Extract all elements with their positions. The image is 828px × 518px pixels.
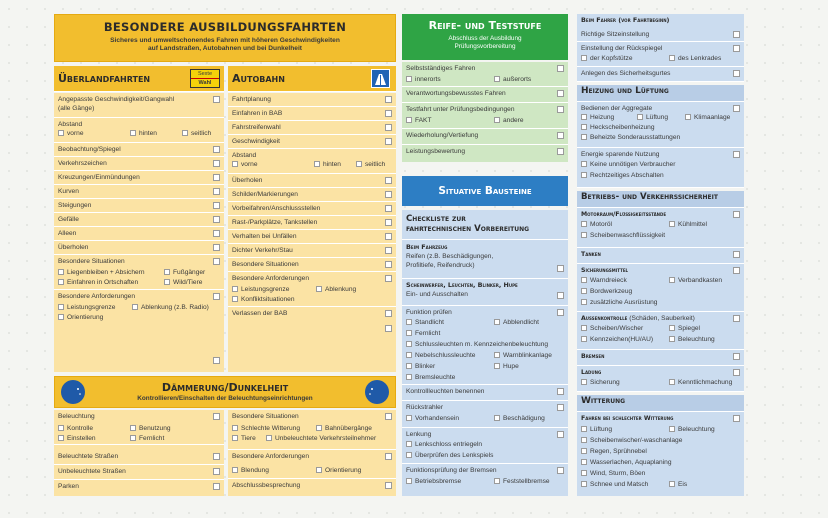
checkbox[interactable]: [385, 191, 392, 198]
checkbox[interactable]: [733, 415, 740, 422]
checkbox[interactable]: [557, 106, 564, 113]
daemmerung-subtitle: Kontrollieren/Einschalten der Beleuchtungseinrichtungen: [137, 395, 313, 402]
list-item[interactable]: Rast-/Parkplätze, Tankstellen: [228, 216, 396, 230]
checkbox[interactable]: [406, 352, 412, 358]
list-item[interactable]: Bedienen der Aggregate Heizung Lüftung Klimaanlage Heckscheibenheizung Beheizte Sonderausstattungen: [577, 102, 744, 148]
checkbox[interactable]: [637, 114, 643, 120]
checkbox[interactable]: [385, 261, 392, 268]
checkbox[interactable]: [213, 202, 220, 209]
checkbox[interactable]: [385, 96, 392, 103]
list-item[interactable]: Motorraum/Flüssigkeitsstände Motoröl Kühlmittel Scheibenwaschflüssigkeit: [577, 208, 744, 248]
list-item[interactable]: Besondere Anforderungen Blendung Orientierung: [228, 450, 396, 479]
list-item[interactable]: Energie sparende Nutzung Keine unnötigen Verbraucher Rechtzeitiges Abschalten: [577, 148, 744, 188]
list-item[interactable]: Lenkung Lenkschloss entriegeln Überprüfen des Lenkspiels: [402, 428, 568, 464]
checkbox[interactable]: [581, 134, 587, 140]
checkbox[interactable]: [213, 258, 220, 265]
checkbox[interactable]: [733, 353, 740, 360]
list-item[interactable]: Einfahren in BAB: [228, 107, 396, 121]
checkbox[interactable]: [557, 90, 564, 97]
list-item[interactable]: Anlegen des Sicherheitsgurtes: [577, 67, 744, 82]
right-column: [577, 14, 744, 496]
checkbox[interactable]: [494, 363, 500, 369]
list-item[interactable]: Tanken: [577, 248, 744, 264]
checkbox[interactable]: [58, 314, 64, 320]
checkbox[interactable]: [494, 76, 500, 82]
checkbox[interactable]: [581, 124, 587, 130]
checkbox[interactable]: [581, 325, 587, 331]
autobahn-header: [228, 66, 396, 92]
checkbox[interactable]: [316, 425, 322, 431]
checkbox[interactable]: [581, 161, 587, 167]
list-item[interactable]: Gefälle: [54, 213, 224, 227]
checkbox[interactable]: [581, 288, 587, 294]
reife-header: [402, 14, 568, 60]
checkbox[interactable]: [733, 45, 740, 52]
list-item[interactable]: Beim Fahrzeug Reifen (z.B. Beschädigungen, Profiltiefe, Reifendruck): [402, 241, 568, 279]
main-subtitle-2: auf Landstraßen, Autobahnen und bei Dunkelheit: [148, 45, 302, 52]
checkbox[interactable]: [164, 269, 170, 275]
section-header: Heizung und Lüftung: [577, 82, 744, 102]
list-item[interactable]: Kurven: [54, 185, 224, 199]
checkbox[interactable]: [494, 319, 500, 325]
list-item[interactable]: Verlassen der BAB: [228, 307, 396, 372]
autobahn-title: Autobahn: [232, 72, 285, 85]
list-item[interactable]: Besondere Anforderungen Leistungsgrenze Ablenkung Konfliktsituationen: [228, 272, 396, 307]
checkbox[interactable]: [494, 352, 500, 358]
checkbox[interactable]: [385, 310, 392, 317]
checkbox[interactable]: [733, 251, 740, 258]
list-item[interactable]: Verantwortungsbewusstes Fahren: [402, 87, 568, 103]
list-item[interactable]: Dichter Verkehr/Stau: [228, 244, 396, 258]
checkbox[interactable]: [130, 425, 136, 431]
list-item[interactable]: Geschwindigkeit: [228, 135, 396, 149]
checkbox[interactable]: [581, 470, 587, 476]
list-item[interactable]: Vorbeifahren/Anschlussstellen: [228, 202, 396, 216]
checkbox[interactable]: [581, 221, 587, 227]
checkbox[interactable]: [557, 148, 564, 155]
checkbox[interactable]: [669, 379, 675, 385]
list-item[interactable]: Beobachtung/Spiegel: [54, 143, 224, 157]
checkbox[interactable]: [581, 459, 587, 465]
checkliste-panel: [402, 210, 568, 496]
list-item[interactable]: Einstellung der Rückspiegel der Kopfstütze des Lenkrades: [577, 42, 744, 67]
list-item[interactable]: Alleen: [54, 227, 224, 241]
list-item[interactable]: Testfahrt unter Prüfungsbedingungen FAKT andere: [402, 103, 568, 129]
checkbox[interactable]: [213, 483, 220, 490]
checkbox[interactable]: [232, 296, 238, 302]
checkbox[interactable]: [266, 435, 272, 441]
checkbox[interactable]: [581, 437, 587, 443]
checkbox[interactable]: [406, 341, 412, 347]
checkbox[interactable]: [581, 448, 587, 454]
checkbox[interactable]: [581, 379, 587, 385]
checkbox[interactable]: [385, 205, 392, 212]
checkbox[interactable]: [557, 309, 564, 316]
situativ-header: [402, 176, 568, 206]
checkbox[interactable]: [132, 304, 138, 310]
checkbox[interactable]: [213, 160, 220, 167]
checkbox[interactable]: [232, 467, 238, 473]
section-header: Witterung: [577, 392, 744, 412]
list-item[interactable]: Funktion prüfen Standlicht Abblendlicht Fernlicht Schlussleuchten m. Kennzeichenbeleuchtung Nebelschlussleuchte Warnblinkanlage Blinker Hupe Bremsleuchte: [402, 306, 568, 385]
section-header: Betriebs- und Verkehrssicherheit: [577, 188, 744, 208]
checkbox[interactable]: [733, 267, 740, 274]
ueberland-list: [54, 93, 224, 372]
checkbox[interactable]: [213, 188, 220, 195]
list-item[interactable]: Besondere Situationen: [228, 258, 396, 272]
checkbox[interactable]: [213, 413, 220, 420]
daemmerung-left: [54, 410, 224, 496]
town-sign-icon: [190, 69, 220, 88]
checkbox[interactable]: [213, 293, 220, 300]
checkbox[interactable]: [733, 151, 740, 158]
checkbox[interactable]: [406, 319, 412, 325]
autobahn-list: [228, 93, 396, 372]
checkbox[interactable]: [385, 482, 392, 489]
checkbox[interactable]: [356, 161, 362, 167]
list-item[interactable]: Rückstrahler Vorhandensein Beschädigung: [402, 401, 568, 428]
checkbox[interactable]: [385, 124, 392, 131]
autobahn-panel: [228, 66, 396, 372]
checkbox[interactable]: [733, 70, 740, 77]
checkbox[interactable]: [385, 413, 392, 420]
checkbox[interactable]: [733, 211, 740, 218]
checkbox[interactable]: [213, 216, 220, 223]
list-item[interactable]: Funktionsprüfung der Bremsen Betriebsbremse Feststellbremse: [402, 464, 568, 496]
checkbox[interactable]: [406, 76, 412, 82]
list-item[interactable]: Beleuchtung Kontrolle Benutzung Einstellen Fernlicht: [54, 410, 224, 445]
list-item[interactable]: Außenkontrolle (Schäden, Sauberkeit) Scheiben/Wischer Spiegel Kennzeichen(HU/AU) Beleuchtung: [577, 312, 744, 350]
reife-title: Reife- und Teststufe: [428, 19, 542, 32]
checkbox[interactable]: [581, 232, 587, 238]
list-item[interactable]: Leistungsbewertung: [402, 145, 568, 162]
moon-icon: [365, 380, 389, 404]
checkbox[interactable]: [581, 55, 587, 61]
checkbox[interactable]: [557, 467, 564, 474]
checkbox[interactable]: [557, 265, 564, 272]
checkbox[interactable]: [494, 478, 500, 484]
checkbox[interactable]: [406, 363, 412, 369]
list-item[interactable]: Ladung Sicherung Kenntlichmachung: [577, 366, 744, 392]
checkbox[interactable]: [733, 369, 740, 376]
checkbox[interactable]: [557, 404, 564, 411]
checkbox[interactable]: [213, 468, 220, 475]
checkbox[interactable]: [669, 336, 675, 342]
situativ-title: Situative Bausteine: [438, 185, 532, 197]
checkbox[interactable]: [58, 435, 64, 441]
list-item[interactable]: Abstand vorne hinten seitlich: [228, 149, 396, 174]
checkbox[interactable]: [406, 374, 412, 380]
checkbox[interactable]: [581, 299, 587, 305]
checkliste-header: [402, 210, 568, 240]
list-item[interactable]: Besondere Situationen Liegenbleiben + Absichern Fußgänger Einfahren in Ortschaften Wild/Tiere: [54, 255, 224, 290]
checkbox[interactable]: [581, 336, 587, 342]
list-item[interactable]: Richtige Sitzeinstellung: [577, 28, 744, 42]
checkbox[interactable]: [316, 467, 322, 473]
main-header: [54, 14, 396, 62]
checkbox[interactable]: [557, 388, 564, 395]
checkbox[interactable]: [385, 453, 392, 460]
reife-subtitle-1: Abschluss der Ausbildung: [448, 35, 522, 42]
checkbox[interactable]: [557, 292, 564, 299]
checkbox[interactable]: [494, 415, 500, 421]
list-item[interactable]: Scheinwerfer, Leuchten, Blinker, Hupe Ein- und Ausschalten: [402, 279, 568, 306]
checkbox[interactable]: [58, 130, 64, 136]
ueberland-header: [54, 66, 224, 92]
checkbox[interactable]: [581, 481, 587, 487]
checkbox[interactable]: [385, 219, 392, 226]
list-item[interactable]: Besondere Situationen Schlechte Witterung Bahnübergänge Tiere Unbeleuchtete Verkehrsteilnehmer: [228, 410, 396, 450]
checkbox[interactable]: [58, 304, 64, 310]
daemmerung-title: Dämmerung/Dunkelheit: [161, 381, 289, 394]
checkbox[interactable]: [669, 426, 675, 432]
checkbox[interactable]: [494, 117, 500, 123]
checkbox[interactable]: [213, 244, 220, 251]
sign-top-text: Sexte: [197, 71, 213, 77]
checkbox[interactable]: [669, 221, 675, 227]
checkbox[interactable]: [733, 315, 740, 322]
list-item[interactable]: Abstand vorne hinten seitlich: [54, 118, 224, 143]
list-item[interactable]: Überholen: [228, 174, 396, 188]
list-item[interactable]: Unbeleuchtete Straßen: [54, 465, 224, 480]
list-item[interactable]: Bremsen: [577, 350, 744, 366]
checkbox[interactable]: [733, 105, 740, 112]
checkbox[interactable]: [385, 138, 392, 145]
checkbox[interactable]: [213, 146, 220, 153]
checkbox[interactable]: [669, 325, 675, 331]
list-item[interactable]: Wiederholung/Vertiefung: [402, 129, 568, 145]
checkbox[interactable]: [213, 230, 220, 237]
highway-icon: [371, 69, 390, 88]
checkbox[interactable]: [385, 110, 392, 117]
checkbox[interactable]: [385, 177, 392, 184]
checkbox[interactable]: [685, 114, 691, 120]
list-item[interactable]: Verkehrszeichen: [54, 157, 224, 171]
checkbox[interactable]: [406, 452, 412, 458]
checkbox[interactable]: [213, 174, 220, 181]
list-item[interactable]: Beleuchtete Straßen: [54, 450, 224, 465]
list-item[interactable]: Besondere Anforderungen Leistungsgrenze Ablenkung (z.B. Radio) Orientierung: [54, 290, 224, 372]
checkbox[interactable]: [581, 426, 587, 432]
checkbox[interactable]: [581, 114, 587, 120]
list-item[interactable]: Schilder/Markierungen: [228, 188, 396, 202]
list-item[interactable]: Kreuzungen/Einmündungen: [54, 171, 224, 185]
checkbox[interactable]: [669, 481, 675, 487]
checkbox[interactable]: [385, 275, 392, 282]
ueberland-title: Überlandfahrten: [58, 72, 151, 85]
checkbox[interactable]: [130, 435, 136, 441]
checkbox[interactable]: [406, 330, 412, 336]
checkbox[interactable]: [669, 277, 675, 283]
checkbox[interactable]: [669, 55, 675, 61]
moon-icon: [61, 380, 85, 404]
checkbox[interactable]: [232, 425, 238, 431]
list-item[interactable]: Sicherungsmittel Warndreieck Verbandkasten Bordwerkzeug zusätzliche Ausrüstung: [577, 264, 744, 312]
checkbox[interactable]: [733, 31, 740, 38]
checkbox[interactable]: [385, 325, 392, 332]
list-item[interactable]: Steigungen: [54, 199, 224, 213]
checkbox[interactable]: [385, 233, 392, 240]
daemmerung-header: [54, 376, 396, 408]
checkbox[interactable]: [406, 117, 412, 123]
list-item[interactable]: Selbstständiges Fahren innerorts außerorts: [402, 62, 568, 87]
checkbox[interactable]: [58, 269, 64, 275]
checkbox[interactable]: [557, 431, 564, 438]
ueberland-panel: [54, 66, 224, 372]
checkbox[interactable]: [164, 279, 170, 285]
main-subtitle-1: Sicheres und umweltschonendes Fahren mit höheren Geschwindigkeiten: [110, 37, 340, 44]
checkbox[interactable]: [232, 286, 238, 292]
checkbox[interactable]: [581, 277, 587, 283]
list-item[interactable]: Verhalten bei Unfällen: [228, 230, 396, 244]
main-title: BESONDERE AUSBILDUNGSFAHRTEN: [103, 20, 347, 34]
checkbox[interactable]: [232, 161, 238, 167]
list-item[interactable]: Fahrstreifenwahl: [228, 121, 396, 135]
checkbox[interactable]: [406, 415, 412, 421]
checkbox[interactable]: [232, 435, 238, 441]
list-item[interactable]: Kontrollleuchten benennen: [402, 385, 568, 401]
checkbox[interactable]: [213, 357, 220, 364]
reife-subtitle-2: Prüfungsvorbereitung: [454, 43, 516, 50]
list-item[interactable]: Abschlussbesprechung: [228, 479, 396, 496]
checkbox[interactable]: [581, 172, 587, 178]
daemmerung-right: [228, 410, 396, 496]
checkbox[interactable]: [406, 478, 412, 484]
checkbox[interactable]: [182, 130, 188, 136]
checkbox[interactable]: [557, 132, 564, 139]
list-item[interactable]: Fahrtplanung: [228, 93, 396, 107]
checkliste-title: Checkliste zur: [406, 214, 466, 224]
reife-list: [402, 62, 568, 162]
checkliste-title: fahrtechnischen Vorbereitung: [406, 224, 530, 234]
list-item[interactable]: Angepasste Geschwindigkeit/Gangwahl (alle Gänge): [54, 93, 224, 118]
checkbox[interactable]: [213, 96, 220, 103]
list-item[interactable]: Parken: [54, 480, 224, 496]
sign-bottom-text: Wahl: [191, 78, 219, 87]
checkbox[interactable]: [316, 286, 322, 292]
checkbox[interactable]: [58, 279, 64, 285]
checkbox[interactable]: [213, 453, 220, 460]
checkbox[interactable]: [557, 65, 564, 72]
checkbox[interactable]: [130, 130, 136, 136]
list-item[interactable]: Fahren bei schlechter Witterung Lüftung Beleuchtung Scheibenwischer/-waschanlage Regen, Sprühnebel Wasserlachen, Aquaplaning Wind, Sturm, Böen Schnee und Matsch Eis: [577, 412, 744, 496]
checkbox[interactable]: [58, 425, 64, 431]
checkbox[interactable]: [385, 247, 392, 254]
list-item[interactable]: Überholen: [54, 241, 224, 255]
checkbox[interactable]: [314, 161, 320, 167]
section-header: Beim Fahrer (vor Fahrtbeginn): [581, 16, 670, 24]
checkbox[interactable]: [406, 441, 412, 447]
